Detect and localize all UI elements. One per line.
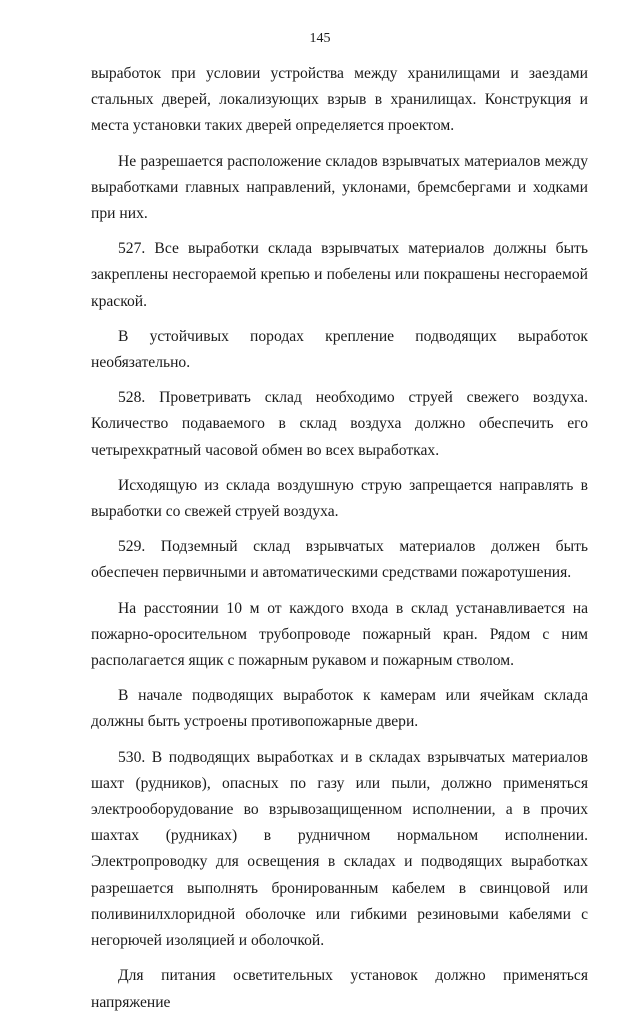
document-body <box>91 61 588 1025</box>
paragraph: На расстоянии 10 м от каждого входа в склад устанавливается на пожарно-оросительном трубопроводе пожарный кран. Рядом с ним располагается ящик с пожарным рукавом и пожарным стволом. <box>91 599 588 670</box>
paragraph: 527. Все выработки склада взрывчатых материалов должны быть закреплены несгораемой крепью и побелены или покрашены несгораемой краской. <box>91 240 588 310</box>
paragraph: Не разрешается расположение складов взрывчатых материалов между выработками главных направлений, уклонами, бремсбергами и ходками при них. <box>91 152 588 223</box>
paragraph: 530. В подводящих выработках и в складах взрывчатых материалов шахт (рудников), опасных по газу или пыли, должно применяться электрооборудование во взрывозащищенном исполнении, а в прочих шахтах (рудниках) в рудничном нормальном исполнении. Электропроводку для освещения в складах и подводящих выработках разрешается выполнять бронированным кабелем в свинцовой или поливинилхлоридной оболочке или гибкими резиновыми кабелями с негорючей изоляцией и оболочкой. <box>91 748 588 950</box>
paragraph: Исходящую из склада воздушную струю запрещается направлять в выработки со свежей струей воздуха. <box>91 476 588 521</box>
paragraph: выработок при условии устройства между хранилищами и заездами стальных дверей, локализующих взрыв в хранилищах. Конструкция и места установки таких дверей определяется проектом. <box>91 65 588 135</box>
paragraph: Для питания осветительных установок должно применяться напряжение <box>91 967 588 1011</box>
paragraph: В устойчивых породах крепление подводящих выработок необязательно. <box>91 327 588 372</box>
paragraph: В начале подводящих выработок к камерам или ячейкам склада должны быть устроены противопожарные двери. <box>91 687 588 731</box>
paragraph: 528. Проветривать склад необходимо струей свежего воздуха. Количество подаваемого в склад воздуха должно обеспечить его четырехкратный часовой обмен во всех выработках. <box>91 389 588 459</box>
paragraph: 529. Подземный склад взрывчатых материалов должен быть обеспечен первичными и автоматическими средствами пожаротушения. <box>91 538 588 582</box>
page-number: 145 <box>309 31 331 46</box>
